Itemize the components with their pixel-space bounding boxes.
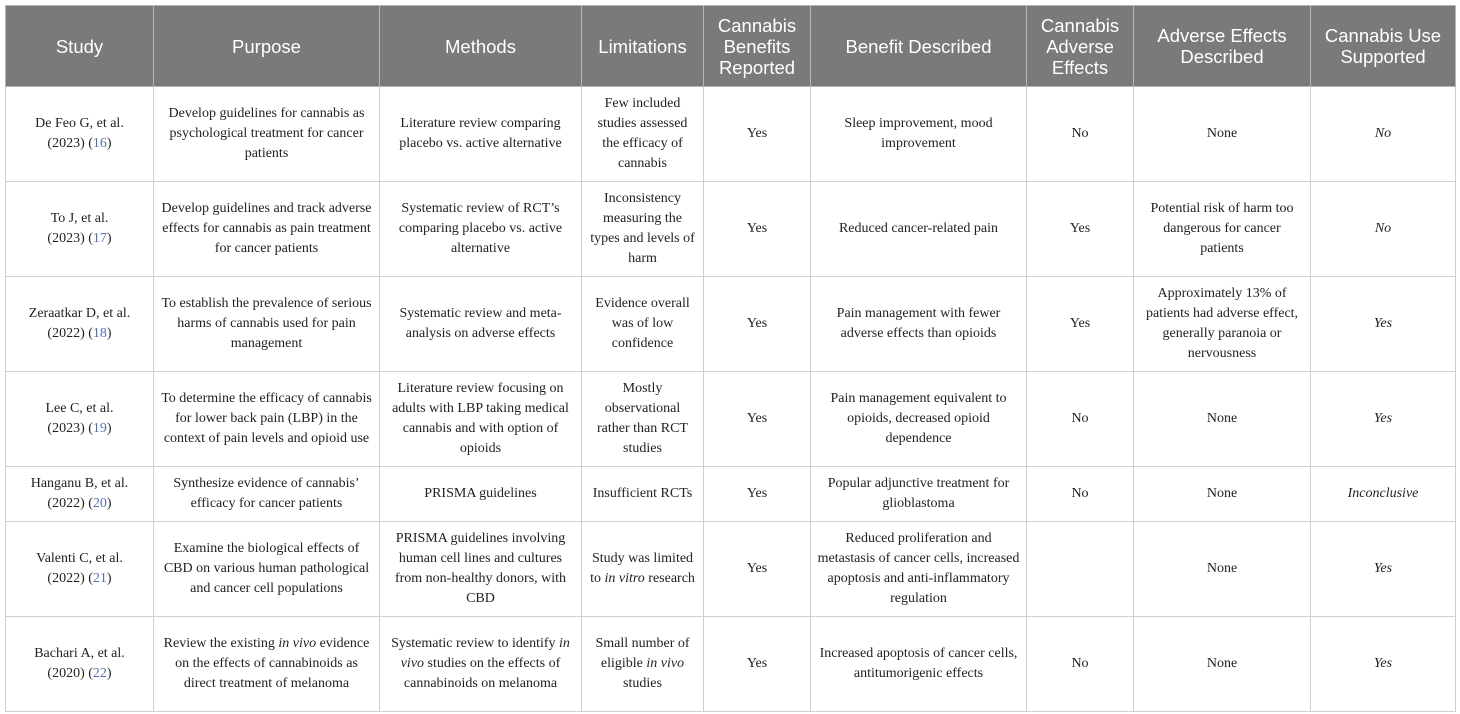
supported-cell: Yes [1311, 617, 1456, 712]
study-author: Lee C, et al. [45, 401, 114, 416]
adverse-cell: No [1027, 372, 1134, 467]
header-benefit-described: Benefit Described [811, 6, 1027, 87]
benefits-cell: Yes [704, 277, 811, 372]
supported-cell: Yes [1311, 372, 1456, 467]
study-year: (2022) ( [47, 496, 93, 511]
header-limitations: Limitations [582, 6, 704, 87]
study-paren: ) [106, 421, 112, 436]
header-methods: Methods [380, 6, 582, 87]
study-author: Bachari A, et al. [34, 646, 125, 661]
supported-cell: No [1311, 182, 1456, 277]
methods-cell: Systematic review and meta-analysis on adverse effects [380, 277, 582, 372]
adverse-desc-cell: Approximately 13% of patients had adverse effect, generally paranoia or nervousness [1134, 277, 1311, 372]
study-year: (2020) ( [47, 666, 93, 681]
table-row [6, 467, 1456, 522]
purpose-cell: To determine the efficacy of cannabis for lower back pain (LBP) in the context of pain levels and opioid use [154, 372, 380, 467]
studies-table [5, 5, 1456, 712]
purpose-cell [154, 617, 380, 712]
adverse-cell: No [1027, 87, 1134, 182]
limitations-italic: in vitro [604, 571, 645, 586]
limitations-text: Study was limited to [590, 551, 694, 586]
study-year: (2023) ( [47, 421, 93, 436]
adverse-desc-cell: None [1134, 617, 1311, 712]
study-author: De Feo G, et al. [35, 116, 124, 131]
benefit-desc-cell: Pain management equivalent to opioids, decreased opioid dependence [811, 372, 1027, 467]
study-cell [6, 467, 154, 522]
adverse-cell: No [1027, 617, 1134, 712]
purpose-italic: in vivo [278, 636, 317, 651]
purpose-text: evidence on the effects of cannabinoids as direct treatment of melanoma [175, 636, 370, 691]
benefit-desc-cell: Reduced cancer-related pain [811, 182, 1027, 277]
study-paren: ) [106, 231, 112, 246]
study-author: Hanganu B, et al. [30, 476, 129, 491]
limitations-cell: Mostly observational rather than RCT studies [582, 372, 704, 467]
study-cell [6, 372, 154, 467]
table-row [6, 617, 1456, 712]
header-use-supported: Cannabis Use Supported [1311, 6, 1456, 87]
adverse-desc-cell: None [1134, 467, 1311, 522]
adverse-cell: Yes [1027, 277, 1134, 372]
adverse-desc-cell: None [1134, 372, 1311, 467]
table-row [6, 182, 1456, 277]
study-cell [6, 617, 154, 712]
limitations-italic: in vivo [646, 656, 685, 671]
supported-cell: Yes [1311, 277, 1456, 372]
purpose-cell: Synthesize evidence of cannabis’ efficacy for cancer patients [154, 467, 380, 522]
study-year: (2023) ( [47, 231, 93, 246]
study-cell [6, 522, 154, 617]
benefits-cell: Yes [704, 467, 811, 522]
purpose-cell: Develop guidelines and track adverse effects for cannabis as pain treatment for cancer patients [154, 182, 380, 277]
study-author: To J, et al. [50, 211, 109, 226]
table-row [6, 522, 1456, 617]
adverse-desc-cell: None [1134, 522, 1311, 617]
limitations-text: studies [623, 676, 662, 691]
reference-link[interactable]: 20 [92, 496, 107, 511]
methods-cell: Literature review focusing on adults with LBP taking medical cannabis and with option of opioids [380, 372, 582, 467]
study-paren: ) [106, 496, 112, 511]
purpose-text: Review the existing [163, 636, 279, 651]
benefit-desc-cell: Pain management with fewer adverse effects than opioids [811, 277, 1027, 372]
benefit-desc-cell: Sleep improvement, mood improvement [811, 87, 1027, 182]
study-cell [6, 87, 154, 182]
limitations-cell: Few included studies assessed the efficacy of cannabis [582, 87, 704, 182]
methods-text: studies on the effects of cannabinoids on melanoma [403, 656, 561, 691]
study-year: (2022) ( [47, 326, 93, 341]
study-year: (2023) ( [47, 136, 93, 151]
supported-cell: Yes [1311, 522, 1456, 617]
purpose-cell: To establish the prevalence of serious harms of cannabis used for pain management [154, 277, 380, 372]
study-author: Valenti C, et al. [36, 551, 123, 566]
study-cell [6, 277, 154, 372]
benefit-desc-cell: Popular adjunctive treatment for glioblastoma [811, 467, 1027, 522]
reference-link[interactable]: 18 [92, 326, 107, 341]
supported-cell: Inconclusive [1311, 467, 1456, 522]
table-row [6, 372, 1456, 467]
header-study: Study [6, 6, 154, 87]
methods-cell: Systematic review of RCT’s comparing placebo vs. active alternative [380, 182, 582, 277]
adverse-cell: Yes [1027, 182, 1134, 277]
adverse-cell: No [1027, 467, 1134, 522]
benefit-desc-cell: Increased apoptosis of cancer cells, antitumorigenic effects [811, 617, 1027, 712]
header-benefits-reported: Cannabis Benefits Reported [704, 6, 811, 87]
adverse-cell [1027, 522, 1134, 617]
methods-italic: in vivo [400, 636, 570, 671]
reference-link[interactable]: 19 [92, 421, 107, 436]
benefits-cell: Yes [704, 87, 811, 182]
table-row [6, 277, 1456, 372]
study-paren: ) [106, 666, 112, 681]
study-cell [6, 182, 154, 277]
limitations-cell: Insufficient RCTs [582, 467, 704, 522]
methods-cell: PRISMA guidelines involving human cell lines and cultures from non-healthy donors, with CBD [380, 522, 582, 617]
limitations-text: research [644, 571, 695, 586]
methods-cell: Literature review comparing placebo vs. active alternative [380, 87, 582, 182]
limitations-cell [582, 617, 704, 712]
benefit-desc-cell: Reduced proliferation and metastasis of cancer cells, increased apoptosis and anti-inflammatory regulation [811, 522, 1027, 617]
reference-link[interactable]: 22 [92, 666, 107, 681]
supported-cell: No [1311, 87, 1456, 182]
header-adverse-effects: Cannabis Adverse Effects [1027, 6, 1134, 87]
purpose-cell: Examine the biological effects of CBD on various human pathological and cancer cell populations [154, 522, 380, 617]
header-purpose: Purpose [154, 6, 380, 87]
reference-link[interactable]: 16 [92, 136, 107, 151]
benefits-cell: Yes [704, 182, 811, 277]
limitations-text: Small number of eligible [595, 636, 690, 671]
methods-cell [380, 617, 582, 712]
header-adverse-described: Adverse Effects Described [1134, 6, 1311, 87]
methods-cell: PRISMA guidelines [380, 467, 582, 522]
reference-link[interactable]: 21 [92, 571, 107, 586]
reference-link[interactable]: 17 [92, 231, 107, 246]
adverse-desc-cell: Potential risk of harm too dangerous for cancer patients [1134, 182, 1311, 277]
study-year: (2022) ( [47, 571, 93, 586]
methods-text: Systematic review to identify [391, 636, 560, 651]
benefits-cell: Yes [704, 617, 811, 712]
limitations-cell [582, 522, 704, 617]
purpose-cell: Develop guidelines for cannabis as psychological treatment for cancer patients [154, 87, 380, 182]
benefits-cell: Yes [704, 522, 811, 617]
header-row [6, 6, 1456, 87]
table-row [6, 87, 1456, 182]
limitations-cell: Inconsistency measuring the types and levels of harm [582, 182, 704, 277]
benefits-cell: Yes [704, 372, 811, 467]
study-author: Zeraatkar D, et al. [28, 306, 131, 321]
study-paren: ) [106, 326, 112, 341]
study-paren: ) [106, 571, 112, 586]
limitations-cell: Evidence overall was of low confidence [582, 277, 704, 372]
study-paren: ) [106, 136, 112, 151]
adverse-desc-cell: None [1134, 87, 1311, 182]
